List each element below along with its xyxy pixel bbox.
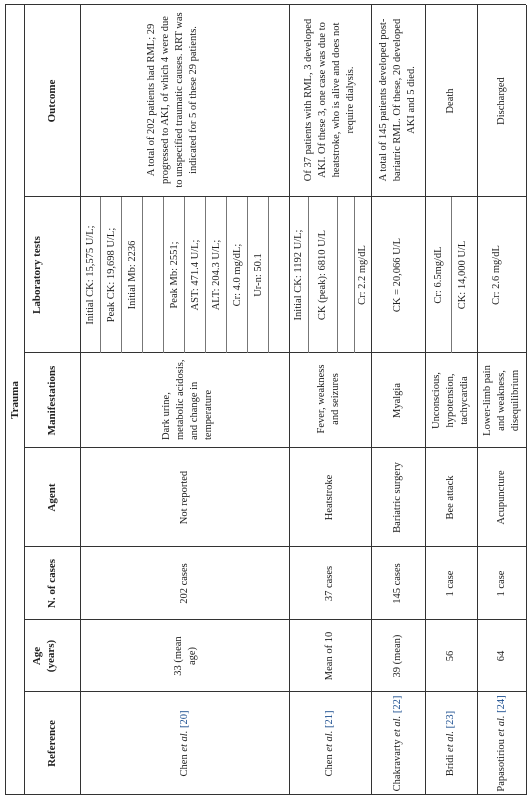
row-3-reference [391, 692, 405, 795]
row-5-reference [495, 692, 509, 795]
lab-subrule [308, 197, 309, 353]
header-rule [80, 5, 81, 795]
header-manifestations: Manifestations [46, 365, 58, 436]
row-4-manifestations: Unconscious, hypotension, tachycardia [431, 372, 470, 429]
lab-subrule [142, 197, 143, 353]
row-4-rule [477, 5, 478, 795]
row-1-outcome: A total of 202 patients had RML; 29 progressed to AKI, of which 4 were due to unspecified traumatic causes. RRT was indicated for 5 of these 29 patients. [146, 12, 199, 188]
reference-citation[interactable]: [20] [179, 710, 190, 731]
row-5-manifestations: Lower-limb pain and weakness, disequilibrium [482, 365, 521, 436]
row-2-outcome: Of 37 patients with RML, 3 developed AKI. Of these 3, one case was due to heatstroke, who is alive and does not require dialysis. [303, 18, 356, 182]
lab-subrule [226, 197, 227, 353]
row-1-lab-1: Initial CK: 15,575 U/L; [85, 225, 96, 325]
header-reference: Reference [46, 720, 58, 767]
lab-subrule [247, 197, 248, 353]
row-2-lab-3: Cr: 2.2 mg/dL [357, 245, 368, 305]
row-1-agent: Not reported [179, 470, 190, 525]
row-3-age: 39 (mean) [392, 634, 403, 678]
reference-author: Chen [179, 751, 190, 777]
row-4-lab-2: CK: 14,000 U/L [457, 240, 468, 310]
header-age: Age (years) [31, 639, 57, 673]
group-header: Trauma [9, 381, 21, 419]
row-1-lab-3: Initial Mb: 2236 [127, 240, 138, 310]
reference-etal: et al. [324, 730, 335, 752]
lab-subrule [184, 197, 185, 353]
reference-citation[interactable]: [23] [445, 710, 456, 731]
row-2-reference [323, 692, 337, 795]
reference-etal: et al. [179, 730, 190, 752]
row-5-outcome: Discharged [496, 77, 507, 125]
reference-citation[interactable]: [24] [496, 695, 507, 716]
row-1-lab-8: Ur-n: 50.1 [253, 253, 264, 297]
row-1-lab-6: ALT: 204.3 U/L; [211, 239, 222, 311]
header-agent: Agent [46, 483, 58, 512]
reference-author: Bridi [445, 751, 456, 777]
top-border [5, 5, 6, 795]
row-3-lab-1: CK = 20,066 U/L [392, 237, 403, 313]
row-4-agent: Bee attack [445, 475, 456, 520]
row-1-age: 33 (mean age) [173, 636, 198, 676]
reference-author: Chakravarty [392, 736, 403, 792]
reference-citation[interactable]: [22] [392, 695, 403, 716]
row-1-lab-2: Peak CK: 19,698 U/L; [106, 227, 117, 323]
group-header-rule [24, 5, 25, 795]
row-3-agent: Bariatric surgery [392, 462, 403, 533]
row-5-agent: Acupuncture [496, 470, 507, 525]
row-2-agent: Heatstroke [324, 474, 335, 521]
row-2-manifestations: Fever, weakness and seizures [316, 364, 341, 434]
lab-subrule [163, 197, 164, 353]
row-2-cases: 37 cases [324, 565, 335, 602]
row-4-lab-1: Cr: 6.5mg/dL [433, 246, 444, 304]
row-1-rule [289, 5, 290, 795]
lab-subrule [205, 197, 206, 353]
header-lab-tests: Laboratory tests [31, 236, 43, 314]
row-4-reference [444, 692, 458, 795]
row-3-manifestations: Myalgia [392, 383, 403, 418]
row-1-lab-7: Cr: 4.0 mg/dL; [232, 243, 243, 307]
row-4-outcome: Death [445, 88, 456, 114]
reference-etal: et al. [496, 715, 507, 737]
reference-etal: et al. [392, 715, 403, 737]
row-2-age: Mean of 10 [324, 631, 335, 681]
lab-subrule [100, 197, 101, 353]
lab-subrule [451, 197, 452, 353]
row-2-lab-1: Initial CK: 1192 U/L; [293, 229, 304, 321]
row-5-cases: 1 case [496, 570, 507, 597]
reference-citation[interactable]: [21] [324, 710, 335, 731]
bottom-border [526, 5, 527, 795]
lab-subrule [354, 197, 355, 353]
row-2-lab-2: CK (peak): 6810 U/L [317, 229, 328, 321]
reference-author: Chen [324, 751, 335, 777]
header-cases: N. of cases [46, 558, 58, 609]
row-5-age: 64 [496, 650, 507, 662]
row-1-lab-5: AST: 471.4 U/L; [190, 239, 201, 311]
row-1-reference [178, 692, 192, 795]
row-1-cases: 202 cases [179, 563, 190, 604]
row-4-age: 56 [445, 650, 456, 662]
row-3-rule [425, 5, 426, 795]
row-1-lab-4: Peak Mb: 2551; [169, 241, 180, 309]
lab-subrule [121, 197, 122, 353]
row-3-cases: 145 cases [392, 563, 403, 604]
row-2-rule [371, 5, 372, 795]
row-1-manifestations: Dark urine, metabolic acidosis, and change in temperature [161, 359, 214, 440]
row-3-outcome: A total of 145 patients developed post-bariatric RML. Of these, 20 developed AKI and 5 died. [378, 18, 417, 182]
lab-subrule [337, 197, 338, 353]
reference-author: Papasotiriou [496, 736, 507, 792]
reference-etal: et al. [445, 730, 456, 752]
row-4-cases: 1 case [445, 570, 456, 597]
row-5-lab-1: Cr: 2.6 mg/dL [491, 245, 502, 305]
lab-subrule [268, 197, 269, 353]
header-outcome: Outcome [46, 79, 58, 123]
